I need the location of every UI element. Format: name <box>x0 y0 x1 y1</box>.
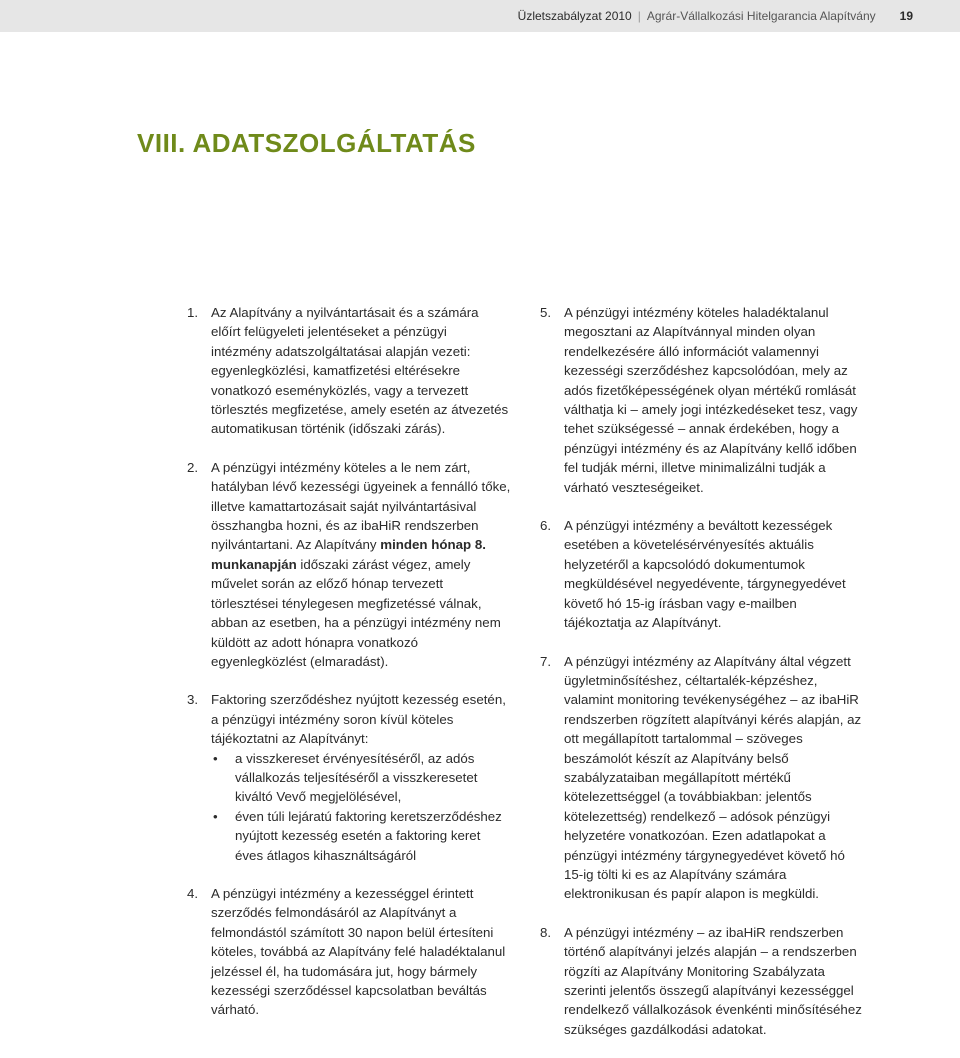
item-number: 7. <box>540 653 552 669</box>
list-item-1 <box>187 303 511 439</box>
list-item-6 <box>540 516 864 632</box>
item-text <box>211 460 510 669</box>
list-item-2 <box>187 458 511 671</box>
list-item-3 <box>187 690 511 865</box>
item-text: A pénzügyi intézmény köteles haladéktalanul megosztani az Alapítvánnyal minden olyan rendelkezésére álló információt valamennyi kezességi szerződéshez kapcsolódóan, mely az adós fizetőképességének olyan mértékű romlását válthatja ki – amely jogi intézkedéseket tesz, vagy tehet szükségessé – annak érdekében, hogy a pénzügyi intézmény és az Alapítvány kellő időben fel tudják mérni, illetve minimalizálni tudják a várható veszteségeiket. <box>564 305 858 495</box>
item-number: 1. <box>187 305 199 320</box>
list-item-8 <box>540 923 864 1039</box>
bullet-item <box>211 807 511 865</box>
item-text-part: időszaki zárást végez, amely művelet során az előző hónap tervezett törlesztései ténylegesen megfizetéssé válnak, abban az esetben, ha a pénzügyi intézmény nem küldött az adott hónapra vonatkozó egyenlegközlést (elmaradást). <box>211 556 501 669</box>
item-number: 4. <box>187 885 199 901</box>
item-intro: Faktoring szerződéshez nyújtott kezesség esetén, a pénzügyi intézmény soron kívül köteles tájékoztatni az Alapítványt: <box>211 692 506 747</box>
header-separator: | <box>637 9 641 23</box>
item-text: Az Alapítvány a nyilvántartásait és a számára előírt felügyeleti jelentéseket a pénzügyi intézmény adatszolgáltatásai alapján vezeti: egyenlegközlési, kamatfizetési eltérésekre vonatkozó eseményközlés, vagy a tervezett törlesztés megfizetése, amely esetén az átvezetés automatikusan történik (időszaki zárás). <box>211 305 509 437</box>
left-column <box>187 303 511 1039</box>
item-number: 3. <box>187 692 199 708</box>
item-number: 8. <box>540 924 552 940</box>
item-text-bold: munkanapján <box>211 556 297 572</box>
bullet-dot: • <box>213 808 218 824</box>
item-number: 2. <box>187 459 199 475</box>
item-text-bold: minden hónap 8. <box>380 537 486 553</box>
publisher-name: Agrár-Vállalkozási Hitelgarancia Alapítvány <box>646 9 876 23</box>
page-number: 19 <box>899 9 913 23</box>
header-text <box>518 9 913 23</box>
item-text: A pénzügyi intézmény a kezességgel érintett szerződés felmondásáról az Alapítványt a felmondástól számított 30 napon belül értesíteni köteles, továbbá az Alapítvány felé haladéktalanul jelzéssel él, ha tudomására jut, hogy bármely kezességi szerződéssel kapcsolatban beváltás várható. <box>211 885 506 1018</box>
list-item-4 <box>187 884 511 1020</box>
bullet-text: éven túli lejáratú faktoring keretszerződéshez nyújtott kezesség esetén a faktoring keret éves átlagos kihasználtságáról <box>235 808 502 863</box>
item-text: A pénzügyi intézmény a beváltott kezességek esetében a követelésérvényesítés aktuális helyzetéről a kapcsolódó dokumentumok megküldésével negyedévente, tárgynegyedévet követő hó 15-ig írásban vagy e-mailben tájékoztatja az Alapítványt. <box>564 518 846 631</box>
bullet-item <box>211 749 511 807</box>
item-number: 6. <box>540 518 552 534</box>
page-header <box>0 0 960 32</box>
bullet-dot: • <box>213 750 218 766</box>
item-number: 5. <box>540 305 552 320</box>
document-title: Üzletszabályzat 2010 <box>517 9 632 23</box>
item-text-part: A pénzügyi intézmény köteles a le nem zárt, hatályban lévő kezességi ügyeinek a fennálló tőke, illetve kamattartozásait saját nyilvántartásival összhangba hozni, és az ibaHiR rendszerben nyilvántartani. Az Alapítvány <box>211 459 511 553</box>
item-text: A pénzügyi intézmény az Alapítvány által végzett ügyletminősítéshez, céltartalék-képzéshez, valamint monitoring tevékenységéhez – az ibaHiR rendszerben rögzített alapítványi kérés alapján, az ott megállapított tartalommal – szöveges beszámolót készít az Alapítvány belső szabályzataiban megállapított mértékű kötelezettséggel (a továbbiakban: jelentős kötelezettség) rendelkező – adósok pénzügyi helyzetére vonatkozóan. Ezen adatlapokat a pénzügyi intézmény tárgynegyedévet követő hó 15-ig tölti ki es az Alapítvány számára elektronikusan és papír alapon is megküldi. <box>564 653 862 902</box>
section-title: VIII. ADATSZOLGÁLTATÁS <box>137 128 476 158</box>
list-item-5 <box>540 303 864 497</box>
bullet-text: a visszkereset érvényesítéséről, az adós vállalkozás teljesítéséről a visszkeresetet kiváltó Vevő megjelölésével, <box>235 750 478 805</box>
list-item-7 <box>540 652 864 904</box>
right-column <box>540 303 864 1058</box>
item-text: A pénzügyi intézmény – az ibaHiR rendszerben történő alapítványi jelzés alapján – a rendszerben rögzíti az Alapítvány Monitoring Szabályzata szerinti jelentős összegű alapítványi kezességgel rendelkező vállalkozások évenkénti minősítéséhez szükséges gazdálkodási adatokat. <box>564 924 862 1037</box>
